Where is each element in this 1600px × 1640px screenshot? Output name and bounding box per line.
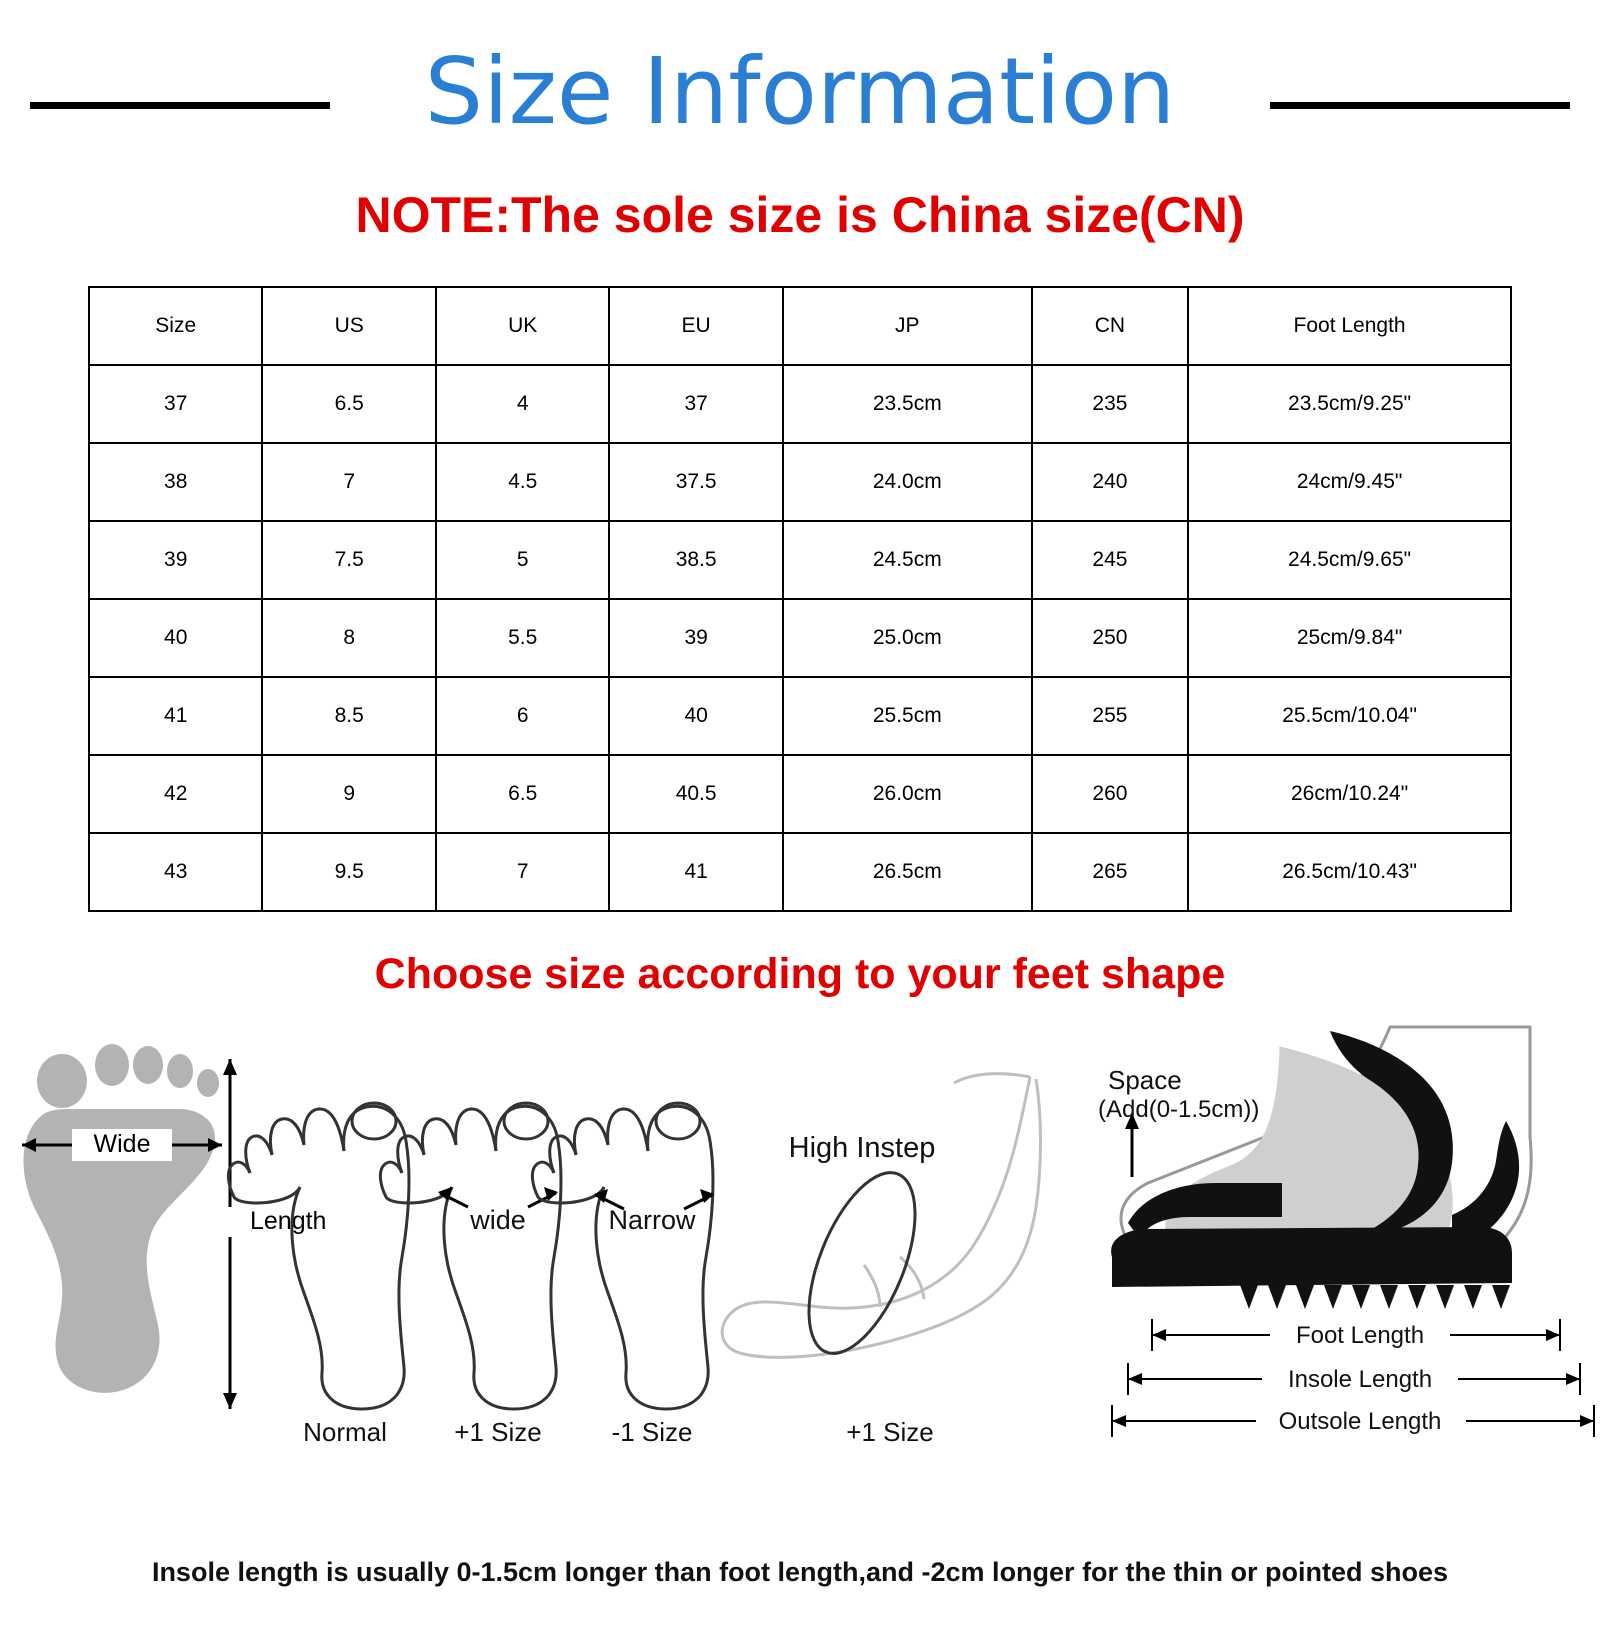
label-space: Space [1108,1065,1182,1095]
column-header-us: US [262,287,435,365]
column-header-eu: EU [609,287,782,365]
wide-label: Wide [93,1130,151,1158]
caption-high-instep: +1 Size [846,1417,934,1447]
cell-uk: 6 [436,677,609,755]
table-row [89,443,1511,521]
size-table [88,286,1512,912]
footer-note: Insole length is usually 0-1.5cm longer than foot length,and -2cm longer for the thin or pointed shoes [151,1557,1449,1587]
cell-size: 39 [89,521,262,599]
label-space-sub: (Add(0-1.5cm)) [1098,1096,1260,1123]
length-label: Length [250,1207,327,1235]
cell-cn: 255 [1032,677,1188,755]
table-row [89,599,1511,677]
cell-us: 9 [262,755,435,833]
cell-size: 42 [89,755,262,833]
table-row [89,365,1511,443]
cell-uk: 5.5 [436,599,609,677]
cell-jp: 23.5cm [783,365,1032,443]
subheading: Choose size according to your feet shape [374,950,1226,998]
cell-jp: 25.0cm [783,599,1032,677]
page-title-row [0,40,1600,160]
table-row [89,677,1511,755]
cell-us: 6.5 [262,365,435,443]
foot-outline-normal [228,1103,409,1409]
cell-size: 38 [89,443,262,521]
cell-foot-length: 25.5cm/10.04" [1188,677,1511,755]
cell-uk: 7 [436,833,609,911]
table-header-row [89,287,1511,365]
cell-foot-length: 26cm/10.24" [1188,755,1511,833]
illustration-band [0,1017,1600,1447]
cell-jp: 26.5cm [783,833,1032,911]
table-row [89,755,1511,833]
cell-uk: 4 [436,365,609,443]
cell-eu: 39 [609,599,782,677]
cell-foot-length: 25cm/9.84" [1188,599,1511,677]
cell-eu: 40 [609,677,782,755]
label-outsole-length: Outsole Length [1278,1408,1442,1435]
cell-cn: 245 [1032,521,1188,599]
cell-cn: 265 [1032,833,1188,911]
cell-cn: 250 [1032,599,1188,677]
cell-cn: 235 [1032,365,1188,443]
cell-size: 41 [89,677,262,755]
cell-eu: 37 [609,365,782,443]
column-header-jp: JP [783,287,1032,365]
shoe-cross-section [1098,1027,1594,1437]
feet-diagram [0,1017,1600,1447]
column-header-uk: UK [436,287,609,365]
label-narrow: Narrow [608,1205,696,1235]
label-foot-length: Foot Length [1295,1322,1425,1349]
caption-narrow: -1 Size [611,1417,693,1447]
column-header-foot-length: Foot Length [1188,287,1511,365]
column-header-size: Size [89,287,262,365]
cell-foot-length: 24.5cm/9.65" [1188,521,1511,599]
cell-uk: 6.5 [436,755,609,833]
label-high-instep: High Instep [788,1132,936,1164]
cell-uk: 4.5 [436,443,609,521]
caption-normal: Normal [303,1417,387,1447]
size-table-wrap [88,286,1512,912]
cell-eu: 40.5 [609,755,782,833]
column-header-cn: CN [1032,287,1188,365]
caption-wide: +1 Size [454,1417,542,1447]
cell-us: 8.5 [262,677,435,755]
cell-size: 40 [89,599,262,677]
cell-jp: 24.0cm [783,443,1032,521]
instep-measure-loop [787,1158,937,1367]
cell-us: 9.5 [262,833,435,911]
page-title: Size Information [424,38,1176,145]
cell-us: 7 [262,443,435,521]
cell-jp: 24.5cm [783,521,1032,599]
label-wide: wide [470,1205,526,1235]
cell-jp: 26.0cm [783,755,1032,833]
cell-cn: 260 [1032,755,1188,833]
cell-us: 8 [262,599,435,677]
label-insole-length: Insole Length [1287,1366,1433,1393]
cell-eu: 41 [609,833,782,911]
wide-arrows [438,1187,558,1207]
measured-foot-illustration [22,1044,326,1409]
cell-cn: 240 [1032,443,1188,521]
cell-us: 7.5 [262,521,435,599]
table-row [89,833,1511,911]
note-text: NOTE:The sole size is China size(CN) [355,187,1245,243]
cell-foot-length: 23.5cm/9.25" [1188,365,1511,443]
cell-foot-length: 26.5cm/10.43" [1188,833,1511,911]
table-row [89,521,1511,599]
cell-size: 37 [89,365,262,443]
cell-size: 43 [89,833,262,911]
cell-jp: 25.5cm [783,677,1032,755]
cell-eu: 37.5 [609,443,782,521]
cell-foot-length: 24cm/9.45" [1188,443,1511,521]
cell-uk: 5 [436,521,609,599]
cell-eu: 38.5 [609,521,782,599]
